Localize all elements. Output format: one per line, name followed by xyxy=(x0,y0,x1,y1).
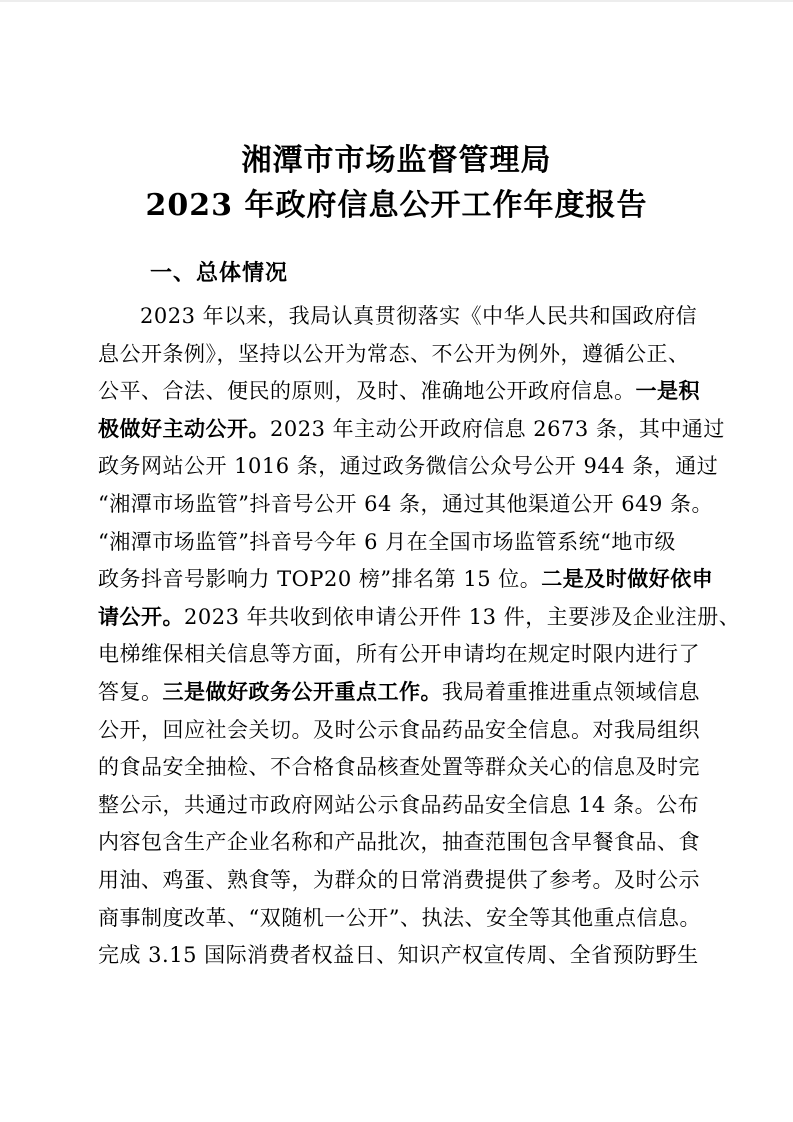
body-line xyxy=(98,937,705,975)
body-line xyxy=(98,787,705,825)
body-text: 商事制度改革、“双随机一公开”、执法、安全等其他重点信息。 xyxy=(98,905,701,930)
body-line xyxy=(98,561,714,599)
body-line xyxy=(98,862,705,900)
body-text: 公平、合法、便民的原则，及时、准确地公开政府信息。 xyxy=(98,379,636,404)
document-title-line-2: 2023 年政府信息公开工作年度报告 xyxy=(145,188,648,223)
body-text: 2023 年共收到依申请公开件 13 件，主要涉及企业注册、 xyxy=(184,604,741,629)
body-line xyxy=(98,824,705,862)
document-title xyxy=(0,138,793,228)
body-line xyxy=(98,411,725,449)
body-text: 2023 年以来，我局认真贯彻落实《中华人民共和国政府信 xyxy=(140,304,698,328)
body-line xyxy=(98,298,705,336)
body-line xyxy=(98,749,705,787)
body-line xyxy=(98,599,741,637)
body-text: 用油、鸡蛋、熟食等，为群众的日常消费提供了参考。及时公示 xyxy=(98,867,700,892)
body-line xyxy=(98,900,705,938)
emphasis-text: 极做好主动公开。 xyxy=(98,416,270,441)
body-line xyxy=(98,373,705,411)
body-line xyxy=(98,712,705,750)
body-text: 完成 3.15 国际消费者权益日、知识产权宣传周、全省预防野生 xyxy=(98,943,699,968)
body-text: 电梯维保相关信息等方面，所有公开申请均在规定时限内进行了 xyxy=(98,642,700,667)
emphasis-text: 一是积 xyxy=(635,379,700,404)
body-text: 2023 年主动公开政府信息 2673 条，其中通过 xyxy=(270,416,725,441)
body-line xyxy=(98,336,705,374)
body-text: 政务抖音号影响力 TOP20 榜”排名第 15 位。 xyxy=(98,567,542,592)
body-text: 内容包含生产企业名称和产品批次，抽查范围包含早餐食品、食 xyxy=(98,830,700,855)
emphasis-text: 请公开。 xyxy=(98,604,184,629)
body-line xyxy=(98,636,705,674)
body-text: 整公示，共通过市政府网站公示食品药品安全信息 14 条。公布 xyxy=(98,792,700,817)
document-body xyxy=(0,298,793,975)
emphasis-text: 三是做好政务公开重点工作。 xyxy=(162,679,442,704)
body-text: “湘潭市场监管”抖音号今年 6 月在全国市场监管系统“地市级 xyxy=(98,529,676,554)
body-line xyxy=(98,448,719,486)
body-text: 的食品安全抽检、不合格食品核查处置等群众关心的信息及时完 xyxy=(98,755,700,780)
body-line xyxy=(98,524,705,562)
body-text: 我局着重推进重点领域信息 xyxy=(442,679,700,704)
section-heading: 一、总体情况 xyxy=(150,261,289,286)
body-text: 息公开条例》，坚持以公开为常态、不公开为例外，遵循公正、 xyxy=(98,341,690,366)
body-line xyxy=(98,486,713,524)
body-text: “湘潭市场监管”抖音号公开 64 条，通过其他渠道公开 649 条。 xyxy=(98,491,713,516)
body-text: 政务网站公开 1016 条，通过政务微信公众号公开 944 条，通过 xyxy=(98,454,719,479)
body-text: 答复。 xyxy=(98,679,163,704)
body-line xyxy=(98,674,705,712)
body-text: 公开，回应社会关切。及时公示食品药品安全信息。对我局组织 xyxy=(98,717,700,742)
document-title-line-1: 湘潭市市场监督管理局 xyxy=(241,143,552,178)
emphasis-text: 二是及时做好依申 xyxy=(541,567,714,592)
